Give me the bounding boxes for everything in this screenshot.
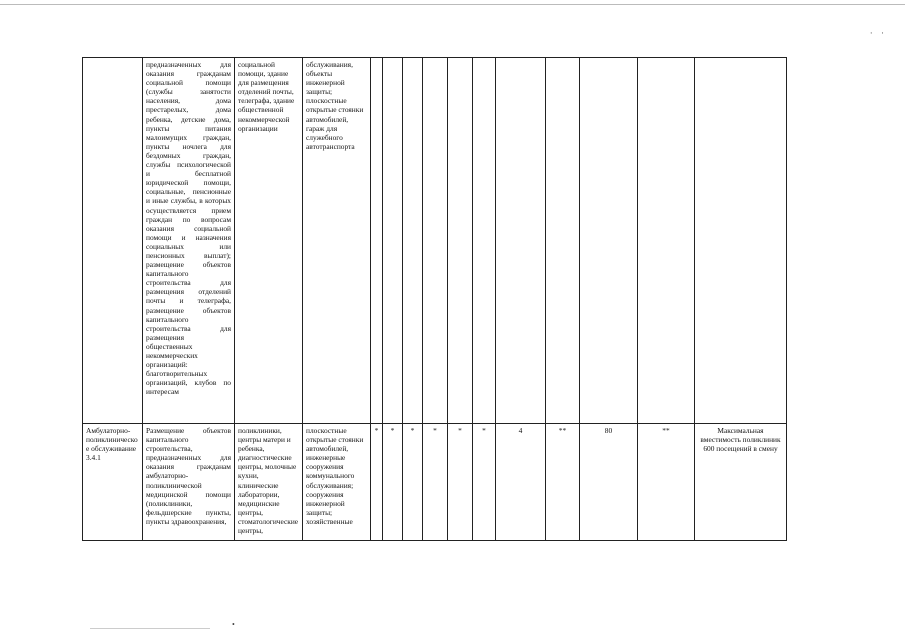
param-cell: 80 — [580, 424, 638, 541]
param-cell — [383, 58, 403, 424]
param-cell: ** — [638, 424, 695, 541]
land-use-regulations-table — [82, 57, 787, 541]
param-cell — [580, 58, 638, 424]
param-cell: 4 — [496, 424, 546, 541]
param-cell: * — [423, 424, 448, 541]
param-cell — [448, 58, 473, 424]
param-cell: * — [473, 424, 496, 541]
param-cell — [371, 58, 383, 424]
param-cell — [423, 58, 448, 424]
scan-artifact: • — [232, 620, 235, 629]
param-cell — [403, 58, 423, 424]
param-cell: * — [403, 424, 423, 541]
scan-artifact: · · — [869, 28, 887, 38]
param-cell — [473, 58, 496, 424]
auxiliary-use-cell: обслуживания, объекты инженерной защиты; плоскостные открытые стоянки автомобилей, гараж для служебного автотранспорта — [303, 58, 371, 424]
param-cell: * — [371, 424, 383, 541]
scan-edge-line — [90, 628, 210, 629]
note-cell — [695, 58, 787, 424]
permitted-objects-cell: социальной помощи, здание для размещения отделений почты, телеграфа, здание общественной некоммерческой организации — [235, 58, 303, 424]
param-cell — [496, 58, 546, 424]
auxiliary-use-cell: плоскостные открытые стоянки автомобилей, инженерные сооружения коммунального обслуживания; сооружения инженерной защиты; хозяйственные — [303, 424, 371, 541]
param-cell: ** — [546, 424, 580, 541]
param-cell — [638, 58, 695, 424]
table-row — [83, 58, 787, 424]
note-cell: Максимальная вместимость поликлиник 600 посещений в смену — [695, 424, 787, 541]
param-cell: * — [383, 424, 403, 541]
land-use-name-cell — [83, 58, 143, 424]
land-use-name-cell: Амбулаторно-поликлиническое обслуживание 3.4.1 — [83, 424, 143, 541]
main-use-description-cell: предназначенных для оказания гражданам социальной помощи (службы занятости населения, дома престарелых, дома ребенка, детские дома, пункты питания малоимущих граждан, пункты ночлега для бездомных граждан, службы психологической и бесплатной юридической помощи, социальные, пенсионные и иные службы, в которых осуществляется прием граждан по вопросам оказания социальной помощи и назначения социальных или пенсионных выплат); размещение объектов капитального строительства для размещения отделений почты и телеграфа, размещение объектов капитального строительства для размещения общественных некоммерческих организаций: благотворительных организаций, клубов по интересам — [143, 58, 235, 424]
scan-edge-line — [0, 4, 905, 5]
permitted-objects-cell: поликлиники, центры матери и ребенка, диагностические центры, молочные кухни, клинические лаборатории, медицинские центры, стоматологические центры, — [235, 424, 303, 541]
param-cell: * — [448, 424, 473, 541]
param-cell — [546, 58, 580, 424]
table-row — [83, 424, 787, 541]
main-use-description-cell: Размещение объектов капитального строительства, предназначенных для оказания гражданам амбулаторно-поликлинической медицинской помощи (поликлиники, фельдшерские пункты, пункты здравоохранения, — [143, 424, 235, 541]
